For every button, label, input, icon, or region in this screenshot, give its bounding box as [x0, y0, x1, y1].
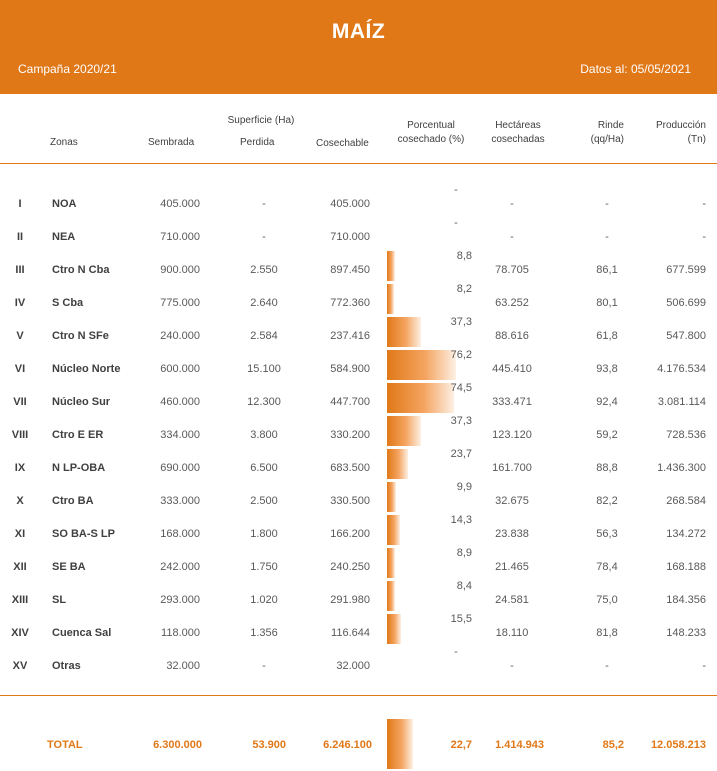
row-rinde: 59,2	[596, 429, 618, 441]
row-sembrada: 32.000	[166, 660, 200, 672]
row-pct: 8,8	[456, 250, 472, 262]
row-zone: Ctro N SFe	[52, 330, 109, 342]
col-header-rinde-2: (qq/Ha)	[590, 134, 624, 145]
row-pct: 8,2	[456, 283, 472, 295]
col-header-perdida: Perdida	[240, 137, 275, 148]
row-zone: Cuenca Sal	[52, 627, 112, 639]
row-rinde: 92,4	[596, 396, 618, 408]
row-perdida: 15.100	[247, 363, 281, 375]
row-zone: N LP-OBA	[52, 462, 106, 474]
row-produccion: -	[702, 231, 706, 243]
row-cosechable: 447.700	[330, 396, 370, 408]
row-rinde: 81,8	[596, 627, 618, 639]
row-cosechable: 683.500	[330, 462, 370, 474]
row-produccion: 506.699	[666, 297, 706, 309]
row-number: XIII	[11, 594, 29, 606]
row-number: IV	[14, 297, 26, 309]
row-produccion: 134.272	[666, 528, 706, 540]
col-header-cosechable: Cosechable	[316, 138, 369, 149]
row-sembrada: 334.000	[160, 429, 200, 441]
row-hectareas: 18.110	[495, 627, 529, 639]
row-pct: -	[454, 184, 458, 196]
row-number: XII	[13, 561, 27, 573]
row-zone: SO BA-S LP	[52, 528, 115, 540]
row-produccion: 168.188	[666, 561, 706, 573]
row-zone: NOA	[52, 198, 77, 210]
row-zone: SL	[52, 594, 67, 606]
row-produccion: 4.176.534	[657, 363, 706, 375]
row-sembrada: 333.000	[160, 495, 200, 507]
row-number: I	[18, 198, 22, 210]
row-number: XV	[12, 660, 28, 672]
row-pct: 8,4	[456, 580, 472, 592]
row-hectareas: 333.471	[492, 396, 532, 408]
total-rinde: 85,2	[602, 739, 624, 751]
total-sembrada: 6.300.000	[153, 739, 202, 751]
row-pct: 37,3	[450, 316, 472, 328]
row-rinde: 61,8	[596, 330, 618, 342]
row-number: X	[16, 495, 24, 507]
row-rinde: -	[605, 231, 609, 243]
row-pct: 23,7	[450, 448, 472, 460]
pct-bar	[387, 251, 395, 281]
row-produccion: 677.599	[666, 264, 706, 276]
col-header-porcentual-1: Porcentual	[407, 120, 455, 131]
row-produccion: 184.356	[666, 594, 706, 606]
row-sembrada: 710.000	[160, 231, 200, 243]
row-number: V	[16, 330, 24, 342]
row-sembrada: 118.000	[161, 627, 200, 639]
row-perdida: 1.800	[250, 528, 278, 540]
row-sembrada: 240.000	[160, 330, 200, 342]
total-hectareas: 1.414.943	[495, 739, 544, 751]
row-number: IX	[14, 462, 26, 474]
row-cosechable: 237.416	[330, 330, 370, 342]
row-sembrada: 405.000	[160, 198, 200, 210]
row-produccion: 268.584	[666, 495, 706, 507]
row-number: XI	[14, 528, 26, 540]
col-header-zonas: Zonas	[50, 137, 78, 148]
row-perdida: -	[262, 198, 266, 210]
row-rinde: 80,1	[596, 297, 618, 309]
row-rinde: 78,4	[596, 561, 618, 573]
row-hectareas: 23.838	[495, 528, 529, 540]
row-pct: 9,9	[456, 481, 472, 493]
row-zone: Núcleo Norte	[52, 363, 121, 375]
col-header-sembrada: Sembrada	[148, 137, 195, 148]
row-pct: 76,2	[450, 349, 472, 361]
row-hectareas: 32.675	[495, 495, 529, 507]
col-header-hectareas-1: Hectáreas	[495, 120, 541, 131]
pct-bar	[387, 449, 408, 479]
row-produccion: 3.081.114	[657, 396, 706, 408]
row-rinde: 82,2	[596, 495, 618, 507]
row-produccion: 728.536	[666, 429, 706, 441]
row-pct: -	[454, 217, 458, 229]
row-number: III	[15, 264, 25, 276]
row-zone: Ctro N Cba	[52, 264, 110, 276]
row-perdida: 1.750	[250, 561, 278, 573]
total-pct: 22,7	[450, 739, 472, 751]
row-hectareas: -	[510, 198, 514, 210]
row-perdida: 2.584	[250, 330, 278, 342]
row-cosechable: 710.000	[330, 231, 370, 243]
row-sembrada: 775.000	[160, 297, 200, 309]
header-divider	[0, 163, 717, 164]
row-perdida: 6.500	[250, 462, 278, 474]
row-cosechable: 330.200	[330, 429, 370, 441]
row-produccion: -	[702, 198, 706, 210]
row-perdida: 12.300	[247, 396, 281, 408]
row-pct: -	[454, 646, 458, 658]
row-zone: Núcleo Sur	[52, 396, 111, 408]
row-produccion: 148.233	[666, 627, 706, 639]
pct-bar	[387, 614, 401, 644]
row-sembrada: 460.000	[160, 396, 200, 408]
title-banner	[0, 0, 717, 94]
row-zone: SE BA	[52, 561, 86, 573]
row-number: VIII	[11, 429, 29, 441]
col-header-produccion-2: (Tn)	[687, 134, 706, 145]
row-rinde: -	[605, 198, 609, 210]
row-hectareas: 24.581	[495, 594, 529, 606]
row-zone: S Cba	[52, 297, 84, 309]
pct-bar	[387, 284, 394, 314]
row-hectareas: 88.616	[495, 330, 529, 342]
row-hectareas: 161.700	[492, 462, 532, 474]
row-perdida: 2.640	[250, 297, 278, 309]
row-zone: NEA	[52, 231, 76, 243]
row-cosechable: 897.450	[330, 264, 370, 276]
row-pct: 37,3	[450, 415, 472, 427]
row-perdida: -	[262, 231, 266, 243]
row-rinde: 86,1	[596, 264, 618, 276]
row-sembrada: 690.000	[160, 462, 200, 474]
total-pct-bar	[387, 719, 413, 769]
row-number: VII	[13, 396, 27, 408]
pct-bar	[387, 482, 396, 512]
row-produccion: 547.800	[666, 330, 706, 342]
row-hectareas: 63.252	[495, 297, 529, 309]
pct-bar	[387, 515, 400, 545]
row-hectareas: 21.465	[495, 561, 529, 573]
row-perdida: 1.356	[250, 627, 278, 639]
row-zone: Ctro BA	[52, 495, 94, 507]
row-cosechable: 291.980	[330, 594, 370, 606]
row-sembrada: 600.000	[160, 363, 200, 375]
col-header-rinde-1: Rinde	[597, 120, 624, 131]
row-zone: Otras	[52, 660, 81, 672]
row-perdida: 3.800	[250, 429, 278, 441]
row-hectareas: 123.120	[492, 429, 532, 441]
row-cosechable: 772.360	[330, 297, 370, 309]
row-cosechable: 32.000	[336, 660, 370, 672]
row-pct: 74,5	[450, 382, 472, 394]
total-cosechable: 6.246.100	[323, 739, 372, 751]
row-hectareas: 445.410	[492, 363, 532, 375]
row-hectareas: 78.705	[495, 264, 529, 276]
total-perdida: 53.900	[252, 739, 286, 751]
total-label: TOTAL	[47, 739, 83, 751]
row-produccion: -	[702, 660, 706, 672]
row-cosechable: 584.900	[330, 363, 370, 375]
row-sembrada: 900.000	[160, 264, 200, 276]
total-divider	[0, 695, 717, 696]
pct-bar	[387, 581, 395, 611]
row-sembrada: 168.000	[160, 528, 200, 540]
row-produccion: 1.436.300	[657, 462, 706, 474]
row-hectareas: -	[510, 660, 514, 672]
row-perdida: -	[262, 660, 266, 672]
row-rinde: 56,3	[596, 528, 618, 540]
row-cosechable: 116.644	[331, 627, 370, 639]
row-perdida: 2.550	[250, 264, 278, 276]
row-number: II	[16, 231, 24, 243]
row-rinde: 88,8	[596, 462, 618, 474]
col-header-superficie: Superficie (Ha)	[227, 115, 295, 126]
row-sembrada: 293.000	[160, 594, 200, 606]
row-zone: Ctro E ER	[52, 429, 104, 441]
col-header-hectareas-2: cosechadas	[491, 134, 545, 145]
row-cosechable: 240.250	[330, 561, 370, 573]
total-produccion: 12.058.213	[650, 739, 706, 751]
row-number: XIV	[11, 627, 29, 639]
row-perdida: 2.500	[250, 495, 278, 507]
date-label: Datos al: 05/05/2021	[580, 62, 691, 76]
page-title: MAÍZ	[331, 20, 386, 43]
row-rinde: 93,8	[596, 363, 618, 375]
row-cosechable: 166.200	[330, 528, 370, 540]
row-hectareas: -	[510, 231, 514, 243]
campaign-label: Campaña 2020/21	[18, 62, 117, 76]
row-cosechable: 405.000	[330, 198, 370, 210]
row-pct: 14,3	[450, 514, 472, 526]
col-header-porcentual-2: cosechado (%)	[397, 134, 465, 145]
row-rinde: -	[605, 660, 609, 672]
row-pct: 15,5	[450, 613, 472, 625]
row-perdida: 1.020	[250, 594, 278, 606]
row-number: VI	[14, 363, 26, 375]
row-sembrada: 242.000	[160, 561, 200, 573]
col-header-produccion-1: Producción	[655, 120, 706, 131]
row-rinde: 75,0	[596, 594, 618, 606]
row-pct: 8,9	[456, 547, 472, 559]
row-cosechable: 330.500	[330, 495, 370, 507]
pct-bar	[387, 548, 395, 578]
